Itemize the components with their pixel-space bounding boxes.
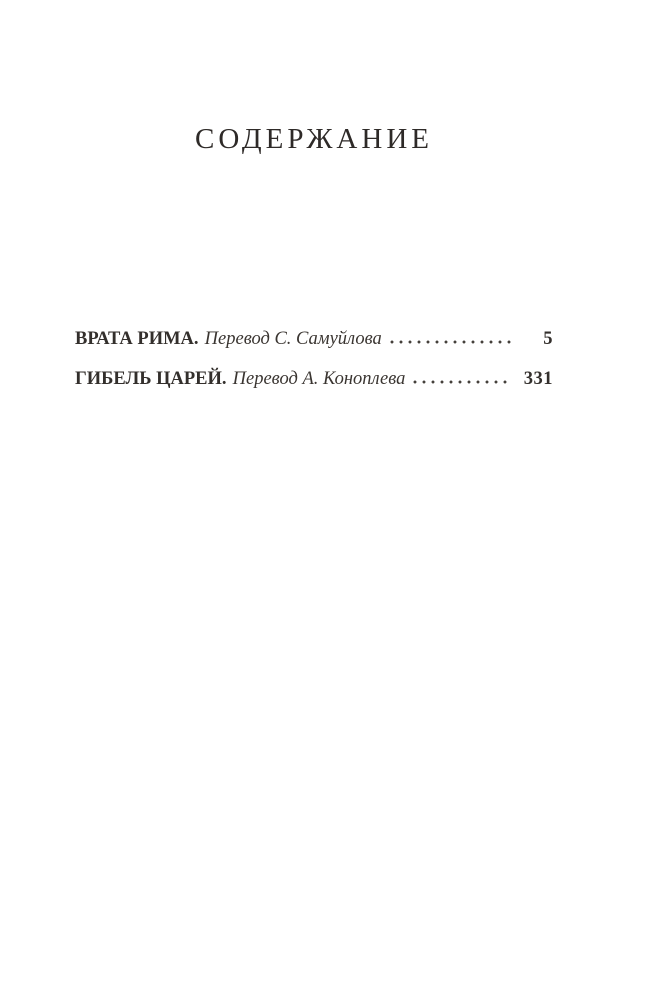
toc-entry-translator: Перевод С. Самуйлова — [204, 329, 382, 349]
toc-entry-page-number: 331 — [523, 369, 553, 389]
table-of-contents — [75, 328, 553, 408]
toc-entry-translator: Перевод А. Коноплева — [232, 369, 406, 389]
toc-entry — [75, 328, 553, 350]
toc-entry-title: ГИБЕЛЬ ЦАРЕЙ. — [75, 369, 227, 389]
toc-entry-page-number: 5 — [543, 329, 553, 349]
toc-entry — [75, 368, 553, 390]
page-title: СОДЕРЖАНИЕ — [195, 123, 433, 156]
dot-leader — [413, 380, 511, 384]
toc-entry-title: ВРАТА РИМА. — [75, 329, 199, 349]
dot-leader — [390, 340, 511, 344]
